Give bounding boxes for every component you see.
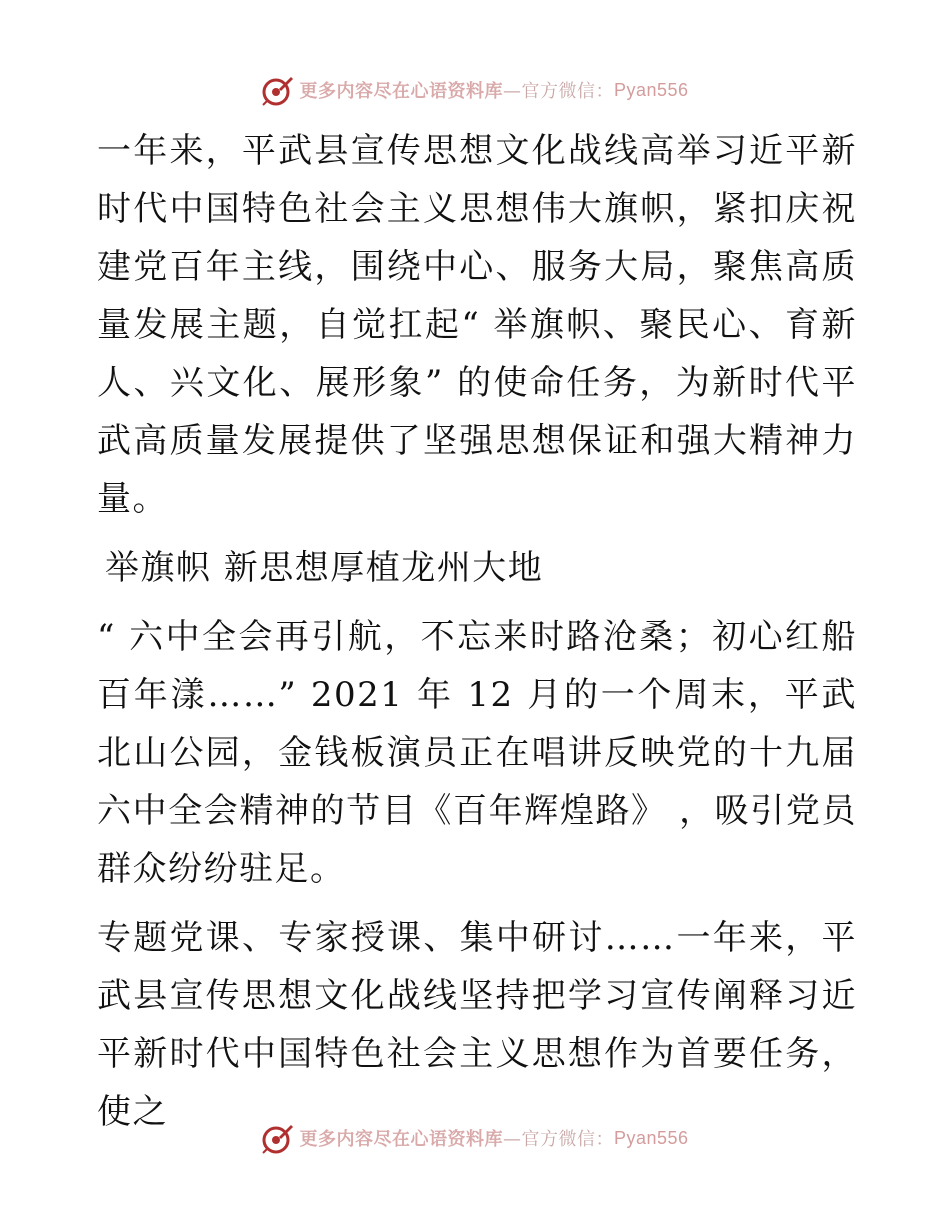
header-watermark	[0, 70, 950, 110]
watermark-separator-text: —官方微信：	[502, 81, 614, 102]
watermark-wechat-id: Pyan556	[613, 1127, 689, 1148]
pen-nib-circle-icon	[261, 73, 295, 107]
paragraph-3: 专题党课、专家授课、集中研讨……一年来，平武县宣传思想文化战线坚持把学习宣传阐释习近平新时代中国特色社会主义思想作为首要任务，使之	[97, 918, 857, 1132]
footer-watermark	[0, 1118, 950, 1158]
paragraph-1: 一年来，平武县宣传思想文化战线高举习近平新时代中国特色社会主义思想伟大旗帜，紧扣庆祝建党百年主线，围绕中心、服务大局，聚焦高质量发展主题，自觉扛起“ 举旗帜、聚民心、育新人、兴文化、展形象” 的使命任务，为新时代平武高质量发展提供了坚强思想保证和强大精神力量。	[97, 131, 857, 519]
pen-nib-circle-icon	[261, 1121, 295, 1155]
document-body	[97, 122, 857, 1141]
paragraph-2: “ 六中全会再引航，不忘来时路沧桑；初心红船百年漾……” 2021 年 12 月的一个周末，平武北山公园，金钱板演员正在唱讲反映党的十九届六中全会精神的节目《百年辉煌路》 ，吸引党员群众纷纷驻足。	[97, 617, 857, 889]
watermark-main-text: 更多内容尽在心语资料库	[299, 1129, 503, 1150]
watermark-main-text: 更多内容尽在心语资料库	[299, 81, 503, 102]
watermark-wechat-id: Pyan556	[613, 79, 689, 100]
watermark-separator-text: —官方微信：	[502, 1129, 614, 1150]
section-heading: 举旗帜 新思想厚植龙州大地	[105, 548, 544, 588]
